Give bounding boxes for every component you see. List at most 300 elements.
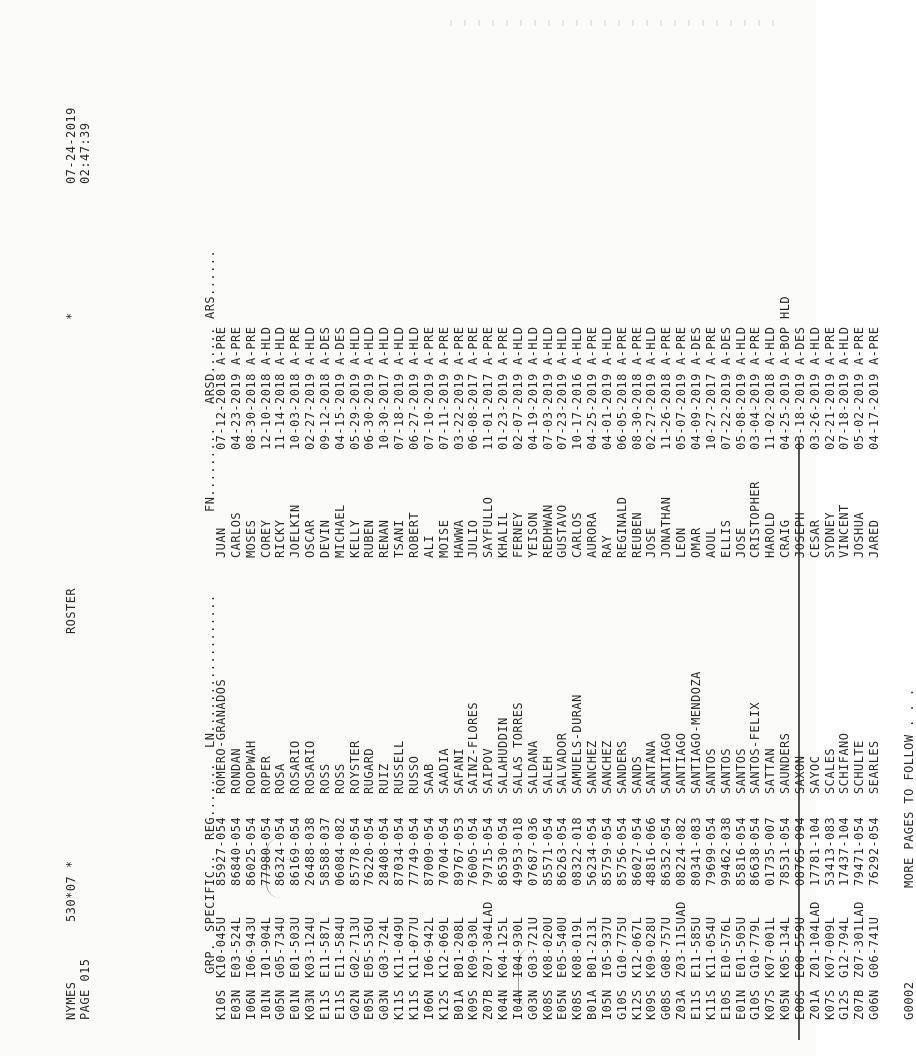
row-grp: G05N [273, 989, 288, 1020]
row-ars: A-PRE [748, 326, 763, 365]
roster-table [214, 245, 882, 1020]
row-specific: Z01-104LAD [807, 901, 822, 978]
row-specific: G10-779L [748, 916, 763, 978]
row-last-name: SAMUELS-DURAN [570, 694, 585, 794]
row-last-name: SANTIAGO-MENDOZA [689, 671, 703, 794]
table-row [452, 245, 467, 1020]
row-first-name: CARLOS [570, 511, 585, 558]
row-specific: E05-540U [555, 916, 570, 978]
row-specific: E01-503U [288, 916, 303, 978]
row-specific: K09-030L [466, 916, 481, 978]
row-arsd: 04-25-2019 [778, 373, 793, 450]
row-specific: K08-020U [540, 916, 555, 978]
row-first-name: RICKY [273, 519, 288, 558]
row-first-name: JOSE [733, 527, 748, 558]
row-reg: 85571-054 [540, 816, 555, 886]
row-grp: G03N [377, 989, 392, 1020]
row-reg: 86530-054 [496, 816, 511, 886]
row-first-name: RUBEN [362, 519, 377, 558]
row-reg: 85759-054 [599, 816, 614, 886]
row-first-name: AOUL [703, 527, 718, 558]
row-reg: 86638-054 [748, 816, 763, 886]
table-row [659, 245, 674, 1020]
row-arsd: 04-01-2019 [599, 373, 614, 450]
header-code: 530*07 * [64, 860, 78, 922]
row-first-name: CRISTOPHER [748, 481, 763, 558]
row-last-name: SANTIAGO [674, 732, 689, 794]
row-grp: G12S [837, 989, 852, 1020]
row-grp: K04N [496, 989, 511, 1020]
row-last-name: SAINZ-FLORES [466, 701, 481, 794]
row-reg: 86840-054 [228, 816, 243, 886]
row-arsd: 03-26-2019 [807, 373, 822, 450]
row-grp: E08S [792, 989, 807, 1020]
row-reg: 80341-083 [689, 816, 703, 886]
row-grp: G10S [748, 989, 763, 1020]
row-first-name: TSANI [392, 519, 407, 558]
row-reg: 01735-007 [763, 816, 778, 886]
row-reg: 76005-054 [466, 816, 481, 886]
table-row [585, 245, 600, 1020]
table-row [867, 245, 882, 1020]
table-row [259, 245, 274, 1020]
table-row [852, 245, 867, 1020]
row-reg: 76220-054 [362, 816, 377, 886]
row-specific: I05-937U [599, 916, 614, 978]
row-grp: K11S [392, 989, 407, 1020]
row-specific: E08-559U [792, 916, 807, 978]
row-last-name: SEARLES [867, 740, 882, 794]
row-first-name: COREY [258, 519, 273, 558]
row-first-name: CRAIG [778, 519, 793, 558]
table-row [615, 245, 630, 1020]
row-last-name: SCALES [822, 747, 837, 794]
row-reg: 86324-054 [273, 816, 288, 886]
table-row [734, 245, 749, 1020]
row-last-name: ROOPWAH [243, 740, 258, 794]
row-grp: I06N [243, 989, 258, 1020]
col-ars: ARS...... [203, 249, 217, 319]
row-reg: 79699-054 [703, 816, 718, 886]
table-row [318, 245, 333, 1020]
row-reg: 79471-054 [852, 816, 867, 886]
row-grp: K08S [540, 989, 555, 1020]
row-reg: 87034-054 [392, 816, 407, 886]
row-grp: K08S [570, 989, 585, 1020]
header-date: 07-24-2019 [64, 107, 78, 184]
table-row [244, 245, 259, 1020]
row-specific: I01-904L [258, 916, 273, 978]
table-row [823, 245, 838, 1020]
table-row [348, 245, 363, 1020]
row-arsd: 11-01-2017 [481, 373, 496, 450]
row-reg: 86027-054 [629, 816, 644, 886]
row-first-name: MOISE [436, 519, 451, 558]
row-arsd: 07-10-2019 [421, 373, 436, 450]
row-last-name: ROSARIO [303, 740, 318, 794]
row-first-name: SAYFULLO [481, 496, 496, 558]
row-ars: A-PRE [451, 326, 466, 365]
row-first-name: ROBERT [406, 511, 421, 558]
row-ars: A-PRE [703, 326, 718, 365]
row-reg: 08322-018 [570, 816, 585, 886]
rotated-roster-sheet [64, 70, 916, 1020]
row-last-name: SALVADOR [555, 732, 570, 794]
row-first-name: JARED [867, 519, 882, 558]
row-reg: 79715-054 [481, 816, 496, 886]
row-specific: K11-049U [392, 916, 407, 978]
row-specific: E11-584U [332, 916, 347, 978]
col-arsd: ARSD...... [203, 327, 217, 404]
table-row [377, 245, 392, 1020]
row-ars: A-PRE [481, 326, 496, 365]
row-last-name: SALAS TORRES [510, 701, 525, 794]
row-first-name: HAWWA [451, 519, 466, 558]
table-row [303, 245, 318, 1020]
table-row [763, 245, 778, 1020]
row-first-name: OMAR [689, 527, 703, 558]
row-specific: K09-028U [644, 916, 659, 978]
row-ars: A-PRE [228, 326, 243, 365]
table-row [555, 245, 570, 1020]
row-reg: 86352-054 [659, 816, 674, 886]
row-first-name: JOSEPH [792, 511, 807, 558]
row-first-name: MICHAEL [332, 504, 347, 558]
row-ars: A-PRE [867, 326, 882, 365]
row-ars: A-PRE [466, 326, 481, 365]
row-ars: A-DES [689, 326, 703, 365]
row-grp: E11S [689, 989, 703, 1020]
row-arsd: 02-27-2019 [644, 373, 659, 450]
row-last-name: ROSA [273, 763, 288, 794]
row-reg: 99462-038 [718, 816, 733, 886]
table-row [229, 245, 244, 1020]
row-last-name: SAIPOV [481, 747, 496, 794]
row-grp: E03N [228, 989, 243, 1020]
row-reg: 89767-053 [451, 816, 466, 886]
row-reg: 87009-054 [421, 816, 436, 886]
row-ars: A-HLD [362, 326, 377, 365]
row-first-name: KHALIL [496, 511, 511, 558]
row-arsd: 08-30-2018 [243, 373, 258, 450]
row-last-name: SATTAN [763, 747, 778, 794]
row-last-name: SAAB [421, 763, 436, 794]
row-reg: 86025-054 [243, 816, 258, 886]
row-grp: K10S [214, 989, 228, 1020]
row-specific: E03-524L [228, 916, 243, 978]
row-last-name: SCHIFANO [837, 732, 852, 794]
table-row [600, 245, 615, 1020]
row-arsd: 04-15-2019 [332, 373, 347, 450]
row-arsd: 04-17-2019 [867, 373, 882, 450]
row-grp: K12S [629, 989, 644, 1020]
row-reg: 08224-082 [674, 816, 689, 886]
row-specific: Z07-304LAD [481, 901, 496, 978]
row-last-name: SANTOS-FELIX [748, 701, 763, 794]
table-row [511, 245, 526, 1020]
col-reg: REG....... [203, 763, 217, 840]
row-arsd: 05-07-2019 [674, 373, 689, 450]
row-arsd: 10-03-2018 [288, 373, 303, 450]
row-last-name: SALEH [540, 755, 555, 794]
row-reg: 85927-054 [214, 816, 228, 886]
table-row [793, 245, 808, 1020]
row-reg: 85816-054 [733, 816, 748, 886]
row-reg: 17781-104 [807, 816, 822, 886]
row-specific: G03-724L [377, 916, 392, 978]
header-title: ROSTER [64, 587, 78, 634]
row-grp: Z07B [481, 989, 496, 1020]
row-ars: A-HLD [599, 326, 614, 365]
row-ars: A-PRE [659, 326, 674, 365]
row-reg: 86263-054 [555, 816, 570, 886]
row-grp: G10S [614, 989, 629, 1020]
row-ars: A-DES [317, 326, 332, 365]
table-row [748, 245, 763, 1020]
row-grp: B01A [585, 989, 600, 1020]
row-arsd: 06-30-2019 [362, 373, 377, 450]
row-grp: K09S [644, 989, 659, 1020]
table-row [719, 245, 734, 1020]
row-reg: 28408-054 [377, 816, 392, 886]
row-specific: K12-069L [436, 916, 451, 978]
row-grp: I01N [258, 989, 273, 1020]
row-last-name: RUIZ [377, 763, 392, 794]
row-reg: 70704-054 [436, 816, 451, 886]
row-first-name: JONATHAN [659, 496, 674, 558]
row-last-name: ROSARIO [288, 740, 303, 794]
row-first-name: JOELKIN [288, 504, 303, 558]
row-specific: G02-713U [347, 916, 362, 978]
row-specific: K04-125L [496, 916, 511, 978]
row-ars: A-HLD [510, 326, 525, 365]
footer-note: MORE PAGES TO FOLLOW . . . [902, 688, 916, 888]
row-grp: G06N [867, 989, 882, 1020]
row-specific: E11-587L [317, 916, 332, 978]
row-arsd: 05-29-2019 [347, 373, 362, 450]
row-specific: G10-775U [614, 916, 629, 978]
row-grp: I06N [421, 989, 436, 1020]
col-specific: SPECIFIC.. [203, 855, 217, 932]
row-arsd: 04-19-2019 [525, 373, 540, 450]
row-arsd: 02-27-2019 [303, 373, 318, 450]
row-grp: Z03A [674, 989, 689, 1020]
row-reg: 85778-054 [347, 816, 362, 886]
row-ars: A-DES [718, 326, 733, 365]
row-first-name: AURORA [585, 511, 600, 558]
row-grp: K12S [436, 989, 451, 1020]
row-arsd: 03-04-2019 [748, 373, 763, 450]
row-specific: E11-585U [689, 916, 703, 978]
row-grp: K03N [303, 989, 318, 1020]
row-ars: A-PRE [852, 326, 867, 365]
row-specific: K07-009L [822, 916, 837, 978]
row-specific: I06-942L [421, 916, 436, 978]
row-last-name: SALAHUDDIN [496, 717, 511, 794]
row-grp: K09S [466, 989, 481, 1020]
row-ars: A-HLD [644, 326, 659, 365]
row-reg: 78531-054 [778, 816, 793, 886]
row-specific: K10-045U [214, 916, 228, 978]
row-last-name: ROPER [258, 755, 273, 794]
row-grp: E01N [288, 989, 303, 1020]
row-specific: I06-943U [243, 916, 258, 978]
row-ars: A-PRE [674, 326, 689, 365]
row-arsd: 07-22-2019 [718, 373, 733, 450]
table-row [644, 245, 659, 1020]
row-last-name: SANTOS [733, 747, 748, 794]
row-arsd: 04-09-2019 [689, 373, 703, 450]
row-reg: 85756-054 [614, 816, 629, 886]
row-grp: K07S [763, 989, 778, 1020]
row-grp: Z07B [852, 989, 867, 1020]
row-grp: I05N [599, 989, 614, 1020]
row-ars: A-PRE [496, 326, 511, 365]
row-arsd: 07-18-2019 [392, 373, 407, 450]
scan-noise [450, 20, 780, 26]
row-arsd: 07-03-2019 [540, 373, 555, 450]
row-first-name: OSCAR [303, 519, 318, 558]
row-first-name: RAY [599, 534, 614, 558]
row-ars: A-HLD [807, 326, 822, 365]
table-row [407, 245, 422, 1020]
row-specific: E10-576L [718, 916, 733, 978]
row-arsd: 07-18-2019 [837, 373, 852, 450]
row-last-name: SANCHEZ [599, 740, 614, 794]
row-arsd: 10-30-2017 [377, 373, 392, 450]
row-last-name: SANTOS [703, 747, 718, 794]
row-last-name: SAXON [792, 755, 807, 794]
row-specific: Z03-115UAD [674, 901, 689, 978]
table-row [630, 245, 645, 1020]
row-first-name: MOSES [243, 519, 258, 558]
row-specific: G03-721U [525, 916, 540, 978]
row-first-name: HAROLD [763, 511, 778, 558]
row-first-name: JULIO [466, 519, 481, 558]
row-first-name: FERNEY [510, 511, 525, 558]
row-arsd: 12-10-2018 [258, 373, 273, 450]
row-first-name: REUBEN [629, 511, 644, 558]
table-row [466, 245, 481, 1020]
row-arsd: 06-08-2017 [466, 373, 481, 450]
row-first-name: DEVIN [317, 519, 332, 558]
row-grp: E05N [555, 989, 570, 1020]
row-specific: B01-213L [585, 916, 600, 978]
table-row [273, 245, 288, 1020]
row-specific: K12-067L [629, 916, 644, 978]
row-reg: 53413-083 [822, 816, 837, 886]
row-ars: A-HLD [273, 326, 288, 365]
row-first-name: JOSHUA [852, 511, 867, 558]
table-row [526, 245, 541, 1020]
row-first-name: GUSTAVO [555, 504, 570, 558]
row-arsd: 07-23-2019 [555, 373, 570, 450]
row-grp: K05N [778, 989, 793, 1020]
row-ars: A-HLD [555, 326, 570, 365]
row-arsd: 08-30-2018 [629, 373, 644, 450]
row-specific: G12-794L [837, 916, 852, 978]
table-row [481, 245, 496, 1020]
row-grp: G02N [347, 989, 362, 1020]
row-arsd: 05-08-2019 [733, 373, 748, 450]
table-row [837, 245, 852, 1020]
row-arsd: 01-23-2019 [496, 373, 511, 450]
row-arsd: 10-17-2016 [570, 373, 585, 450]
row-grp: E05N [362, 989, 377, 1020]
header-time: 02:47:39 [78, 122, 92, 184]
table-row [214, 245, 229, 1020]
row-reg: 17437-104 [837, 816, 852, 886]
row-arsd: 04-23-2019 [228, 373, 243, 450]
row-ars: A-HLD [763, 326, 778, 365]
row-last-name: SAADIA [436, 747, 451, 794]
row-reg: 58588-037 [317, 816, 332, 886]
row-reg: 49953-018 [510, 816, 525, 886]
row-ars: A-HLD [540, 326, 555, 365]
row-first-name: ELLIS [718, 519, 733, 558]
row-first-name: JUAN [214, 527, 228, 558]
row-last-name: SAFANI [451, 747, 466, 794]
row-arsd: 06-27-2019 [406, 373, 421, 450]
row-ars: A-HLD [733, 326, 748, 365]
row-specific: E05-536U [362, 916, 377, 978]
row-first-name: VINCENT [837, 504, 852, 558]
table-row [541, 245, 556, 1020]
table-row [674, 245, 689, 1020]
row-first-name: RENAN [377, 519, 392, 558]
row-last-name: RUSSELL [392, 740, 407, 794]
row-grp: G08S [659, 989, 674, 1020]
row-ars: A-PRE [288, 326, 303, 365]
row-specific: G05-734U [273, 916, 288, 978]
row-reg: 08765-094 [792, 816, 807, 886]
row-ars: A-HLD [258, 326, 273, 365]
row-grp: K07S [822, 989, 837, 1020]
table-row [362, 245, 377, 1020]
row-arsd: 06-05-2018 [614, 373, 629, 450]
row-ars: A-DES [792, 326, 807, 365]
row-last-name: ROYSTER [347, 740, 362, 794]
table-row [392, 245, 407, 1020]
table-row [689, 245, 704, 1020]
row-arsd: 07-12-2018 [214, 373, 228, 450]
table-row [333, 245, 348, 1020]
header-page: PAGE 015 [78, 958, 92, 1020]
row-last-name: SANDERS [614, 740, 629, 794]
row-last-name: SANTOS [718, 747, 733, 794]
row-ars: A-BOP HLD [778, 295, 793, 365]
col-ln: LN.................. [203, 594, 217, 748]
row-specific: Z07-301LAD [852, 901, 867, 978]
table-row [808, 245, 823, 1020]
row-grp: G03N [525, 989, 540, 1020]
row-specific: I04-930L [510, 916, 525, 978]
row-reg: 07687-036 [525, 816, 540, 886]
row-ars: A-HLD [837, 326, 852, 365]
row-arsd: 02-07-2019 [510, 373, 525, 450]
row-first-name: JOSE [644, 527, 659, 558]
row-last-name: RONDAN [228, 747, 243, 794]
row-last-name: SANCHEZ [585, 740, 600, 794]
row-last-name: SAUNDERS [778, 732, 793, 794]
col-grp: GRP. [203, 943, 217, 974]
row-specific: K05-134L [778, 916, 793, 978]
row-ars: A-PRE [614, 326, 629, 365]
row-arsd: 03-18-2019 [792, 373, 807, 450]
row-arsd: 04-25-2019 [585, 373, 600, 450]
footer-code: G0002 [902, 981, 916, 1020]
row-specific: G06-741U [867, 916, 882, 978]
